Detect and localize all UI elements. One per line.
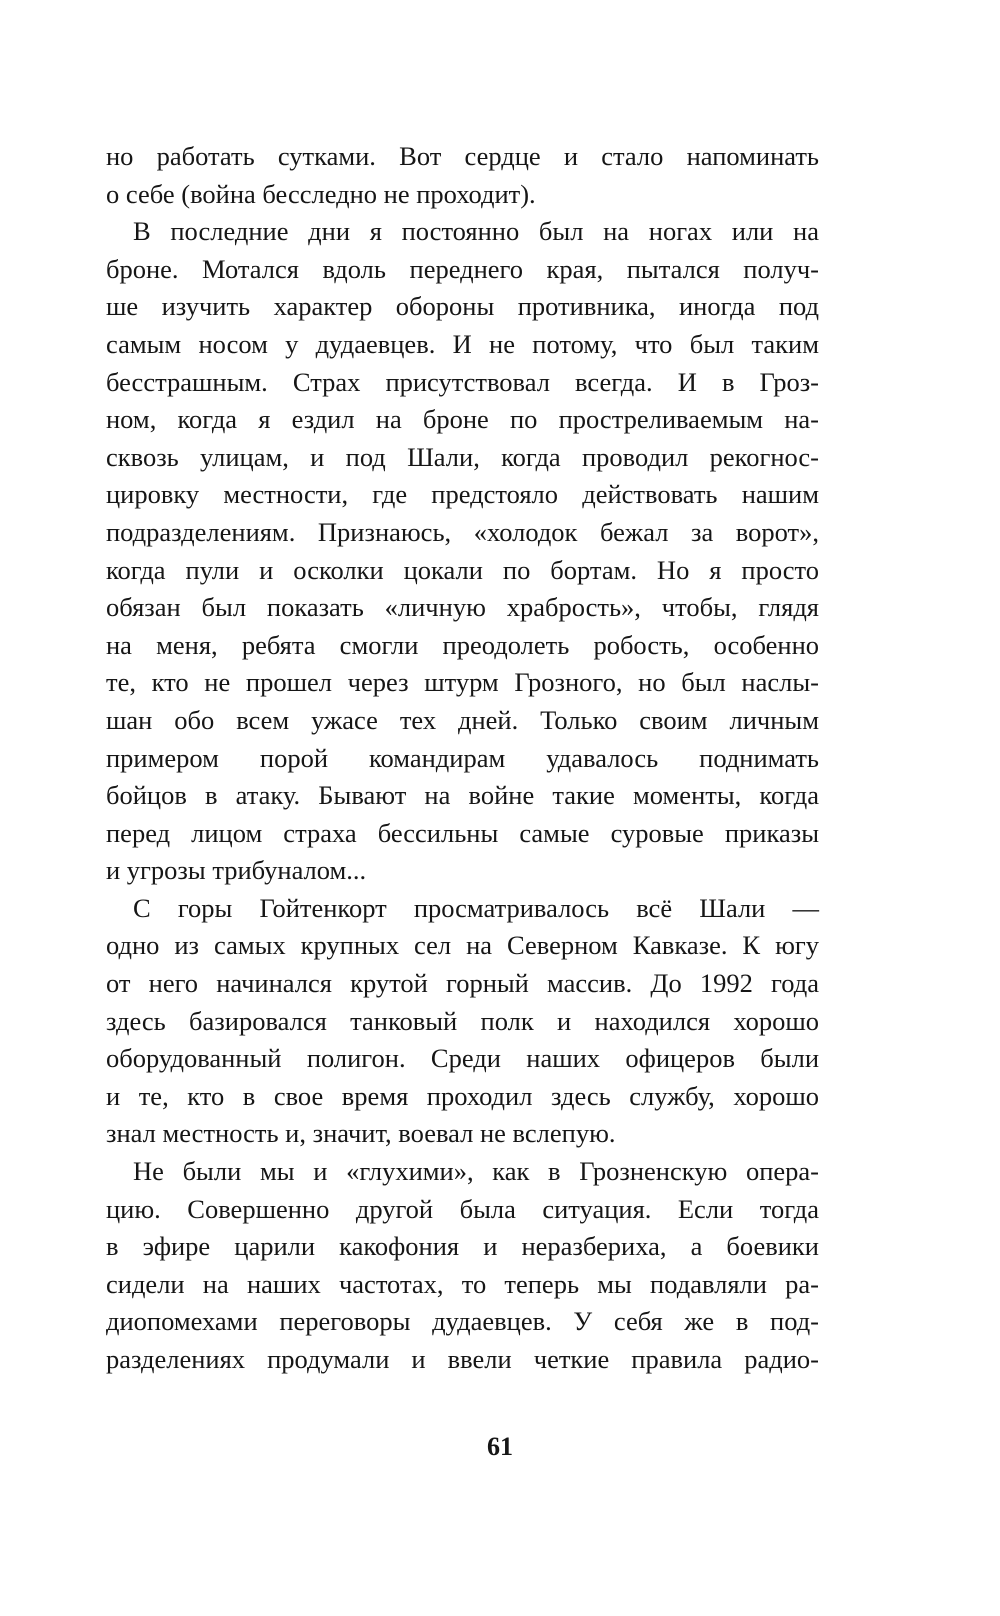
text-line: о себе (война бесследно не проходит). — [106, 178, 536, 209]
text-line: и угрозы трибуналом... — [106, 855, 367, 886]
text-line: но работать сутками. Вот сердце и стало напоминать — [106, 141, 819, 171]
text-line: подразделениям. Признаюсь, «холодок бежал за ворот», — [106, 516, 819, 547]
text-line: от него начинался крутой горный массив. До 1992 года — [106, 968, 819, 999]
text-line: на меня, ребята смогли преодолеть робость, особенно — [106, 629, 819, 660]
body-text — [106, 138, 819, 1379]
text-line: перед лицом страха бессильны самые суровые приказы — [106, 817, 819, 848]
text-line: сидели на наших частотах, то теперь мы подавляли ра- — [106, 1268, 819, 1299]
page-number: 61 — [487, 1432, 513, 1461]
text-line: диопомехами переговоры дудаевцев. У себя же в под- — [106, 1306, 819, 1337]
text-line: цировку местности, где предстояло действовать нашим — [106, 479, 819, 510]
text-line: С горы Гойтенкорт просматривалось всё Шали — — [133, 892, 819, 923]
text-line: бойцов в атаку. Бывают на войне такие моменты, когда — [106, 780, 819, 811]
text-line: шан обо всем ужасе тех дней. Только своим личным — [106, 704, 819, 735]
text-line: здесь базировался танковый полк и находился хорошо — [106, 1005, 819, 1036]
text-line: обязан был показать «личную храбрость», чтобы, глядя — [106, 592, 819, 623]
text-line: в эфире царили какофония и неразбериха, а боевики — [106, 1231, 819, 1262]
text-line: ше изучить характер обороны противника, иногда под — [106, 291, 819, 322]
text-line: сквозь улицам, и под Шали, когда проводил рекогнос- — [106, 441, 819, 472]
text-line: броне. Мотался вдоль переднего края, пытался получ- — [106, 253, 819, 284]
text-line: примером порой командирам удавалось поднимать — [106, 742, 819, 773]
text-line: Не были мы и «глухими», как в Грозненскую опера- — [133, 1156, 819, 1187]
text-line: разделениях продумали и ввели четкие правила радио- — [106, 1344, 819, 1374]
text-line: бесстрашным. Страх присутствовал всегда. И в Гроз- — [106, 366, 819, 397]
text-line: одно из самых крупных сел на Северном Кавказе. К югу — [106, 930, 819, 961]
text-line: цию. Совершенно другой была ситуация. Если тогда — [106, 1193, 819, 1224]
text-line: и те, кто в свое время проходил здесь службу, хорошо — [106, 1080, 819, 1111]
text-line: те, кто не прошел через штурм Грозного, но был наслы- — [106, 667, 819, 698]
text-line: знал местность и, значит, воевал не вслепую. — [106, 1118, 616, 1149]
text-line: оборудованный полигон. Среди наших офицеров были — [106, 1043, 819, 1074]
text-line: самым носом у дудаевцев. И не потому, что был таким — [106, 328, 819, 359]
text-line: когда пули и осколки цокали по бортам. Но я просто — [106, 554, 819, 585]
text-line: В последние дни я постоянно был на ногах или на — [133, 216, 819, 247]
text-line: ном, когда я ездил на броне по простреливаемым на- — [106, 404, 819, 435]
